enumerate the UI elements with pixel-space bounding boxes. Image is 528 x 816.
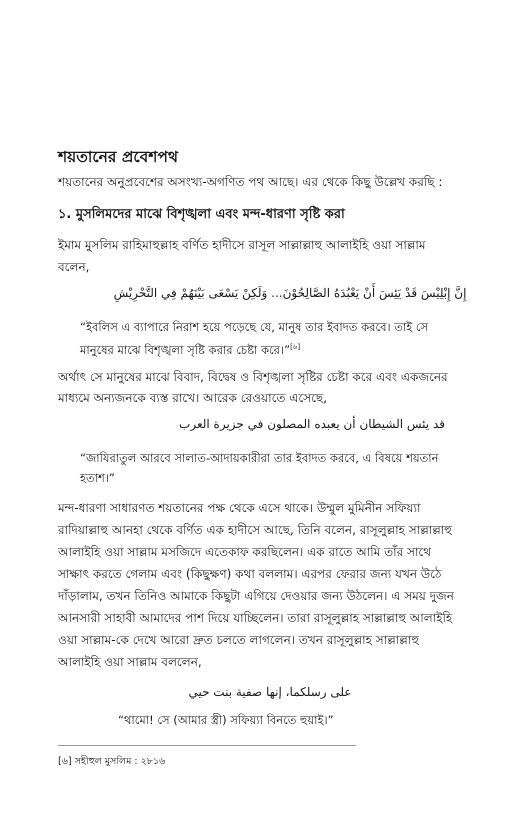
- footnote: [৬] সহীহুল মুসলিম : ২৮১৬: [58, 756, 166, 767]
- footnote-ref: [৬]: [290, 343, 301, 351]
- paragraph-line: আলাইহি ওয়া সাল্লাম বললেন,: [58, 655, 202, 669]
- paragraph-line: মাধ্যমে অন্যজনকে ব্যস্ত রাখে। আরেক রেওয়াতে এসেছে,: [58, 391, 328, 405]
- subheading: ১. মুসলিমদের মাঝে বিশৃঙ্খলা এবং মন্দ-ধারণা সৃষ্টি করা: [58, 207, 345, 222]
- intro-text: শয়তানের অনুপ্রবেশের অসংখ্য-অগণিত পথ আছে। এর থেকে কিছু উল্লেখ করছি :: [58, 175, 443, 189]
- quote-3: “থামো! সে (আমার স্ত্রী) সফিয়্যা বিনতে হুয়াই।”: [118, 713, 334, 727]
- quote-line: [80, 337, 300, 360]
- paragraph-line: অর্থাৎ সে মানুষের মাঝে বিবাদ, বিদ্বেষ ও বিশৃঙ্খলা সৃষ্টির চেষ্টা করে এবং একজনের: [58, 370, 448, 384]
- arabic-hadith-3: على رسلكما، إنها صفية بنت حيي: [188, 685, 352, 699]
- paragraph-line: সাক্ষাৎ করতে গেলাম এবং (কিছুক্ষণ) কথা বললাম। এরপর ফেরার জন্য যখন উঠে: [58, 567, 442, 581]
- quote-line: হতাশ।”: [80, 471, 115, 485]
- footnote-divider: [58, 745, 356, 746]
- section-heading: শয়তানের প্রবেশপথ: [58, 148, 178, 166]
- paragraph-line: ইমাম মুসলিম রাহিমাহুল্লাহ বর্ণিত হাদীসে রাসূল সাল্লাল্লাহু আলাইহি ওয়া সাল্লাম: [58, 238, 426, 252]
- quote-line: “ইবলিস এ ব্যাপারে নিরাশ হয়ে পড়েছে যে, মানুষ তার ইবাদত করবে। তাই সে: [80, 320, 429, 334]
- paragraph-line: বলেন,: [58, 260, 90, 274]
- quote-line-text: মানুষের মাঝে বিশৃঙ্খলা সৃষ্টি করার চেষ্টা করে।”: [80, 342, 291, 357]
- arabic-hadith-2: قد يئس الشيطان أن يعبده المصلون في جزيرة العرب: [179, 417, 445, 431]
- paragraph-line: মন্দ-ধারণা সাধারণত শয়তানের পক্ষ থেকে এসে থাকে। উম্মুল মুমিনীন সফিয়্যা: [58, 501, 421, 515]
- paragraph-line: রাদিয়াল্লাহু আনহা থেকে বর্ণিত এক হাদীসে আছে, তিনি বলেন, রাসূলুল্লাহ সাল্লাল্লাহু: [58, 523, 452, 537]
- arabic-hadith-1: إِنَّ إِبْلِيْسَ قَدْ يَئِسَ أَنْ يَعْبُدَهُ الصَّالِحُوْنَ... وَلَكِنْ يَسْعَى بَيْنَهُمْ فِي التَّحْرِيْشِ: [113, 286, 467, 300]
- paragraph-line: আনসারী সাহাবী আমাদের পাশ দিয়ে যাচ্ছিলেন। তারা রাসূলুল্লাহ সাল্লাল্লাহু আলাইহি: [58, 611, 453, 625]
- paragraph-line: ওয়া সাল্লাম-কে দেখে আরো দ্রুত চলতে লাগলেন। তখন রাসূলুল্লাহ সাল্লাল্লাহু: [58, 633, 419, 647]
- paragraph-line: আলাইহি ওয়া সাল্লাম মসজিদে এতেকাফ করছিলেন। এক রাতে আমি তাঁর সাথে: [58, 545, 432, 559]
- paragraph-line: দাঁড়ালাম, তখন তিনিও আমাকে কিছুটা এগিয়ে দেওয়ার জন্য উঠলেন। এ সময় দুজন: [58, 589, 454, 603]
- quote-line: “জাযিরাতুল আরবে সালাত-আদায়কারীরা তার ইবাদত করবে, এ বিষয়ে শয়তান: [80, 451, 439, 465]
